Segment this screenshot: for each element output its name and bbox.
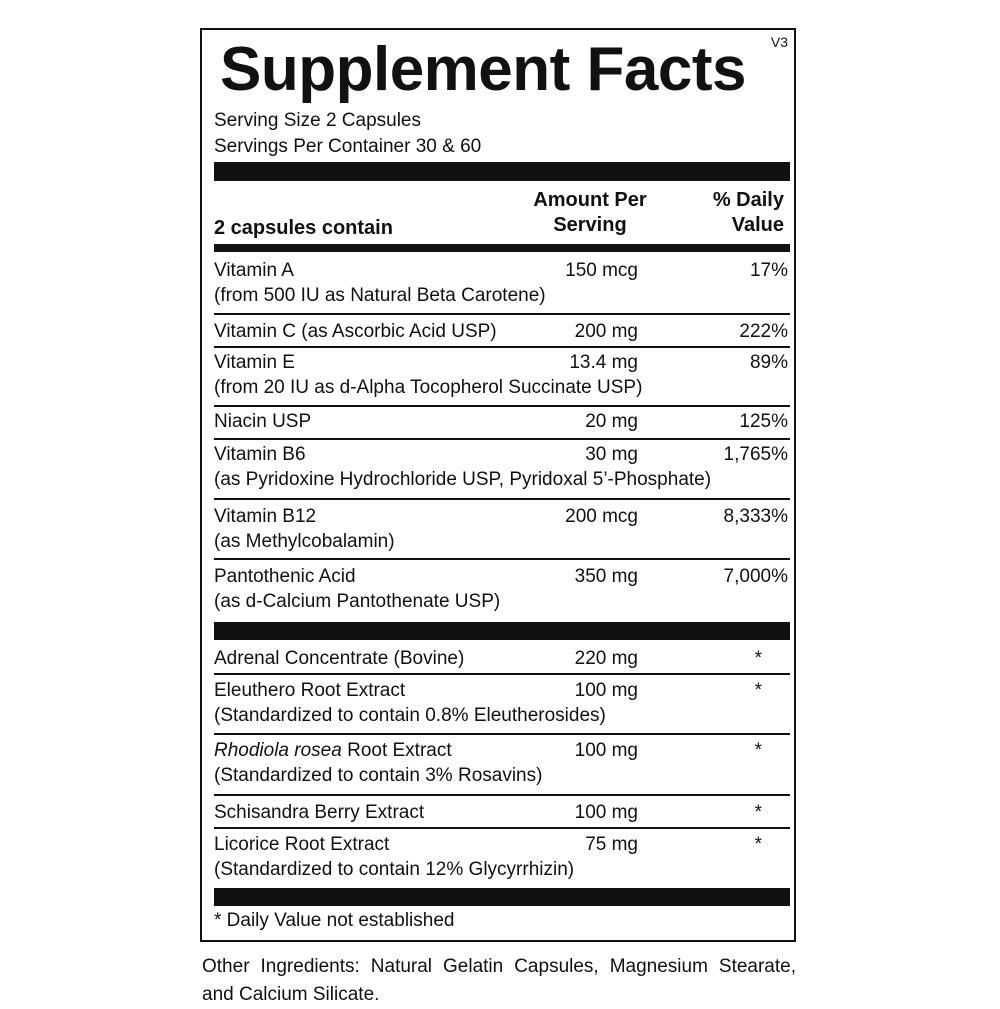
table-row: Vitamin C (as Ascorbic Acid USP) 200 mg 222% (214, 320, 790, 348)
table-row: Adrenal Concentrate (Bovine) 220 mg * (214, 647, 790, 675)
header-contain: 2 capsules contain (214, 217, 393, 239)
servings-per-container: Servings Per Container 30 & 60 (214, 136, 482, 157)
header-divider (214, 244, 790, 252)
supplement-facts-panel (200, 28, 796, 942)
thick-divider-bottom (214, 888, 790, 906)
table-row: Rhodiola rosea Root Extract (Standardized to contain 3% Rosavins) 100 mg * (214, 739, 790, 796)
table-row: Niacin USP 20 mg 125% (214, 410, 790, 440)
footnote: * Daily Value not established (214, 910, 455, 931)
table-row: Vitamin B6 (as Pyridoxine Hydrochloride USP, Pyridoxal 5’-Phosphate) 30 mg 1,765% (214, 443, 790, 500)
table-row: Eleuthero Root Extract (Standardized to contain 0.8% Eleutherosides) 100 mg * (214, 679, 790, 735)
header-amount: Amount Per Serving (533, 189, 647, 236)
panel-title: Supplement Facts (220, 35, 746, 104)
table-row: Schisandra Berry Extract 100 mg * (214, 801, 790, 829)
table-row: Vitamin E (from 20 IU as d-Alpha Tocopherol Succinate USP) 13.4 mg 89% (214, 351, 790, 407)
table-row: Vitamin A (from 500 IU as Natural Beta Carotene) 150 mcg 17% (214, 259, 790, 315)
version-code: V3 (770, 34, 788, 50)
table-row: Licorice Root Extract (Standardized to contain 12% Glycyrrhizin) 75 mg * (214, 834, 762, 880)
table-row: Vitamin B12 (as Methylcobalamin) 200 mcg 8,333% (214, 505, 790, 560)
thick-divider-top (214, 162, 790, 181)
table-row: Pantothenic Acid (as d-Calcium Pantothenate USP) 350 mg 7,000% (214, 566, 788, 612)
header-daily-value: % Daily Value (712, 189, 784, 236)
thick-divider-middle (214, 622, 790, 640)
serving-size: Serving Size 2 Capsules (214, 110, 421, 131)
other-ingredients: Other Ingredients: Natural Gelatin Capsules, Magnesium Stearate, and Calcium Silicate. (202, 956, 796, 1005)
